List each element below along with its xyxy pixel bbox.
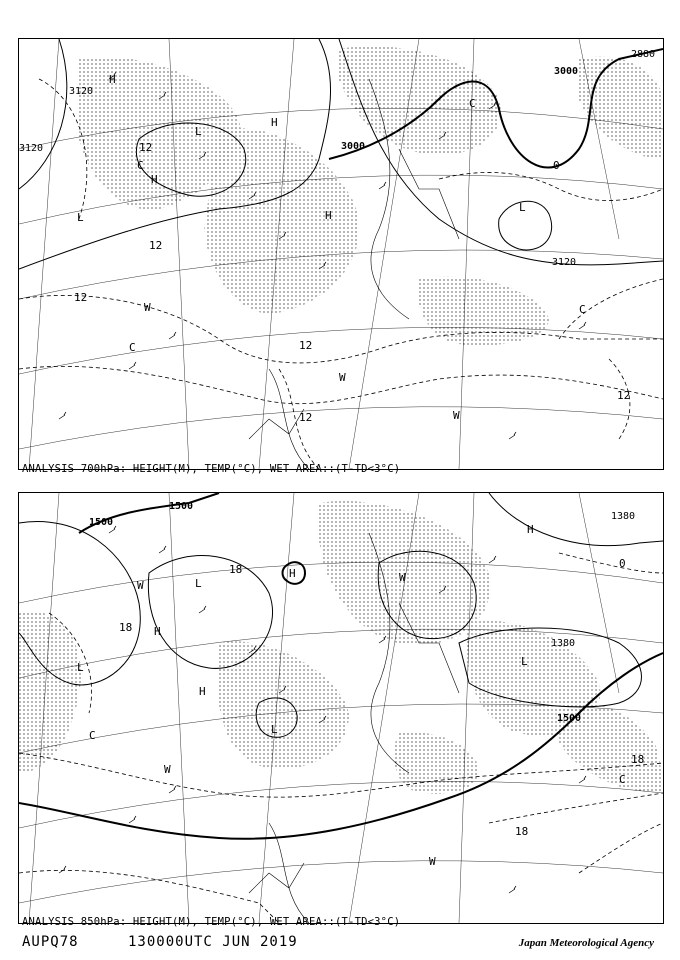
- contour-label: 3000: [554, 66, 579, 77]
- high-center-symbol: H: [199, 685, 206, 698]
- map-850hpa-svg: [19, 493, 663, 923]
- low-center-symbol: L: [195, 125, 202, 138]
- isotherm-label: 12: [149, 239, 163, 252]
- cold-center-symbol: C: [129, 341, 136, 354]
- low-center-symbol: L: [519, 201, 526, 214]
- valid-time: 130000UTC JUN 2019: [128, 934, 298, 950]
- low-center-symbol: L: [77, 211, 84, 224]
- cold-center-symbol: C: [619, 773, 626, 786]
- isotherm-label: 18: [515, 825, 529, 838]
- warm-center-symbol: W: [399, 571, 406, 584]
- high-center-symbol: H: [325, 209, 332, 222]
- high-center-symbol: H: [109, 73, 116, 86]
- cold-center-symbol: C: [469, 97, 476, 110]
- cold-center-symbol: C: [137, 159, 144, 172]
- warm-center-symbol: W: [453, 409, 460, 422]
- high-center-symbol: H: [154, 625, 161, 638]
- warm-center-symbol: W: [164, 763, 171, 776]
- isotherm-label: 18: [631, 753, 645, 766]
- agency-name: Japan Meteorological Agency: [518, 937, 654, 949]
- contour-label: 1500: [89, 517, 114, 528]
- isotherm-label: 0: [619, 557, 626, 570]
- cold-center-symbol: C: [579, 303, 586, 316]
- contour-label: 3120: [552, 257, 577, 268]
- low-center-symbol: L: [521, 655, 528, 668]
- chart-code: AUPQ78: [22, 934, 79, 950]
- contour-label: 1500: [557, 713, 582, 724]
- isotherm-label: 12: [617, 389, 631, 402]
- warm-center-symbol: W: [339, 371, 346, 384]
- panel-850hpa-caption: ANALYSIS 850hPa: HEIGHT(M), TEMP(°C), WET AREA::(T-TD<3°C): [22, 916, 401, 928]
- cold-center-symbol: C: [89, 729, 96, 742]
- low-center-symbol: L: [195, 577, 202, 590]
- contour-label: 2880: [631, 49, 656, 60]
- isotherm-label: 12: [299, 339, 313, 352]
- isotherm-label: 18: [119, 621, 133, 634]
- map-700hpa-svg: [19, 39, 663, 469]
- contour-label: 3120: [69, 86, 94, 97]
- contour-label: 1380: [611, 511, 636, 522]
- isotherm-label: 12: [139, 141, 153, 154]
- isotherm-label: 12: [299, 411, 313, 424]
- contour-label: 3000: [341, 141, 366, 152]
- high-center-symbol: H: [289, 567, 296, 580]
- warm-center-symbol: W: [429, 855, 436, 868]
- contour-label: 3120: [19, 143, 44, 154]
- contour-label: 1380: [551, 638, 576, 649]
- high-center-symbol: H: [271, 116, 278, 129]
- contour-label: 1500: [169, 501, 194, 512]
- isotherm-label: 12: [74, 291, 88, 304]
- warm-center-symbol: W: [137, 579, 144, 592]
- isotherm-label: 0: [553, 159, 560, 172]
- panel-700hpa-caption: ANALYSIS 700hPa: HEIGHT(M), TEMP(°C), WET AREA::(T-TD<3°C): [22, 463, 401, 475]
- isotherm-label: 18: [229, 563, 243, 576]
- high-center-symbol: H: [151, 173, 158, 186]
- high-center-symbol: H: [527, 523, 534, 536]
- map-panel-700hpa: [18, 38, 664, 470]
- low-center-symbol: L: [77, 661, 84, 674]
- map-panel-850hpa: [18, 492, 664, 924]
- low-center-symbol: L: [271, 723, 278, 736]
- warm-center-symbol: W: [144, 301, 151, 314]
